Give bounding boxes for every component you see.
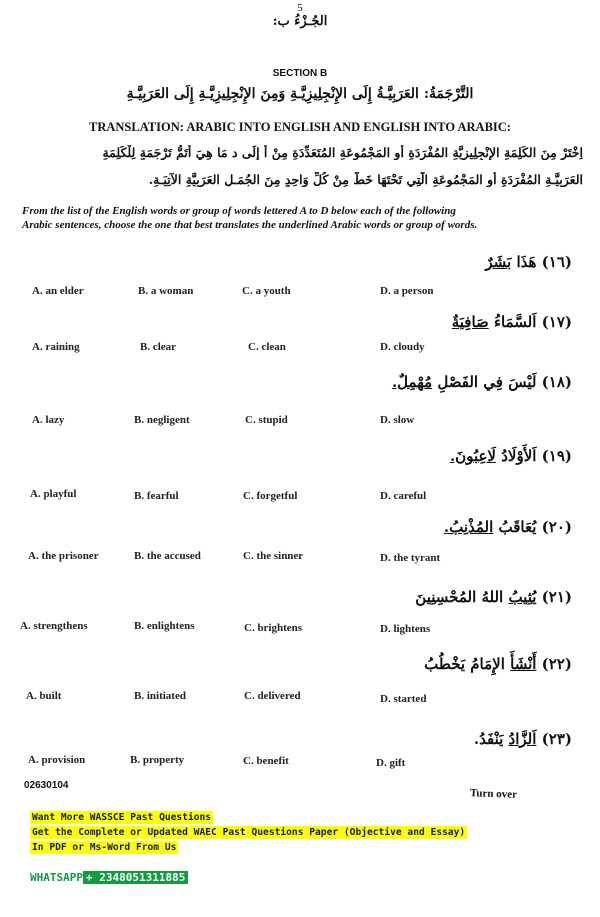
question-text: يَنْفَدُ. — [473, 730, 504, 748]
option-d: D. lightens — [380, 623, 431, 635]
option-b: B. fearful — [134, 490, 179, 502]
option-a: A. built — [26, 690, 62, 702]
option-d: D. the tyrant — [380, 552, 441, 564]
question-number: (١٧) — [541, 313, 572, 331]
option-c: C. a youth — [242, 285, 291, 297]
option-c: C. delivered — [244, 690, 301, 702]
option-c: C. stupid — [245, 414, 288, 426]
underlined-word: صَافِيَةٌ — [451, 313, 489, 331]
whatsapp-number[interactable]: + 2348051311885 — [83, 871, 188, 884]
option-b: B. enlightens — [134, 620, 195, 632]
arabic-instruction-line-1: اِخْتَرْ مِنَ الكَلِمَةِ الإِنْجِلِيزِيَّةِ المُفْرَدَةِ أَوِ المَجْمُوعَةِ المُتَعَدِّدَةِ مِنْ أ إِلَى د مَا هِيَ أَتَمُّ تَرْجَمَةٍ لِلْكَلِمَةِ — [102, 145, 583, 160]
question-21-arabic — [415, 588, 572, 606]
option-d: D. started — [380, 693, 427, 705]
promo-line-2: Get the Complete or Updated WAEC Past Questions Paper (Objective and Essay) — [32, 827, 466, 838]
question-19-arabic — [450, 447, 572, 465]
paper-code: 02630104 — [24, 780, 69, 791]
question-text: هَذَا — [516, 253, 537, 271]
question-20-arabic — [444, 518, 572, 536]
question-number: (١٨) — [541, 373, 572, 391]
turn-over: Turn over — [469, 787, 518, 801]
whatsapp-contact[interactable] — [30, 868, 188, 886]
option-c: C. benefit — [243, 755, 289, 767]
question-17-arabic — [452, 313, 572, 331]
option-d: D. a person — [380, 285, 434, 297]
question-text: اللهُ المُحْسِنِينَ — [415, 588, 504, 606]
question-18-arabic — [392, 373, 572, 391]
question-text: يُعَاقَبُ — [498, 518, 537, 536]
arabic-instruction-line-2: العَرَبِيَّـةِ المُفْرَدَةِ أَوِ المَجْمُوعَةِ الَّتِي تَحْتَهَا خَطٌّ مِنْ كُلِّ وَاحِدٍ مِنَ الجُمَـلِ العَرَبِيَّةِ الآتِيَـةِ. — [148, 172, 583, 187]
option-a: A. an elder — [32, 285, 84, 297]
question-text: اَلأَوْلَادُ — [501, 447, 537, 465]
underlined-word: يُثِيبُ — [508, 588, 537, 606]
option-b: B. a woman — [138, 285, 194, 297]
underlined-word: المُذْنِبُ. — [443, 518, 494, 536]
whatsapp-label: WHATSAPP — [30, 871, 83, 884]
option-a: A. the prisoner — [28, 550, 99, 562]
underlined-word: اَلزَّادُ — [508, 730, 537, 748]
option-d: D. cloudy — [380, 341, 425, 353]
option-c: C. clean — [248, 341, 286, 353]
underlined-word: بَشَرٌ — [485, 253, 512, 271]
option-a: A. raining — [32, 341, 80, 353]
question-number: (١٦) — [541, 253, 572, 271]
option-c: C. brightens — [244, 622, 303, 634]
option-c: C. the sinner — [243, 550, 304, 562]
option-b: B. the accused — [134, 550, 201, 562]
option-a: A. lazy — [32, 414, 65, 426]
option-a: A. provision — [28, 754, 86, 766]
option-b: B. negligent — [134, 414, 190, 426]
question-22-arabic — [424, 655, 572, 673]
promo-line-3: In PDF or Ms-Word From Us — [32, 842, 177, 853]
question-text: لَيْسَ فِي الفَصْلِ — [437, 373, 537, 391]
option-b: B. initiated — [134, 690, 186, 702]
option-d: D. gift — [376, 757, 406, 769]
english-instruction-line-2: Arabic sentences, choose the one that best translates the underlined Arabic words or group of words. — [22, 219, 478, 231]
page-number: 5 — [297, 2, 303, 14]
option-b: B. clear — [140, 341, 177, 353]
question-16-arabic — [485, 253, 572, 271]
arabic-heading: التَّرْجَمَةُ: العَرَبِيَّـةُ إِلَى الإِنْجِلِيزِيَّـةِ وَمِنَ الإِنْجِلِيزِيَّـةِ إِلَى العَرَبِيَّـةِ — [126, 86, 474, 102]
question-number: (٢٠) — [541, 518, 572, 536]
option-a: A. strengthens — [20, 620, 88, 632]
underlined-word: مُهْمِلٌ. — [391, 373, 433, 391]
question-number: (١٩) — [541, 447, 572, 465]
question-number: (٢١) — [541, 588, 572, 606]
option-d: D. careful — [380, 490, 427, 502]
underlined-word: أَنْشَأَ — [510, 655, 537, 673]
english-instruction-line-1: From the list of the English words or group of words lettered A to D below each of the following — [22, 205, 456, 217]
question-text: اَلسَّمَاءُ — [494, 313, 537, 331]
question-number: (٢٢) — [541, 655, 572, 673]
option-a: A. playful — [30, 488, 77, 500]
section-title: SECTION B — [272, 68, 328, 79]
option-c: C. forgetful — [243, 490, 298, 502]
promo-line-1: Want More WASSCE Past Questions — [32, 812, 212, 823]
question-23-arabic — [474, 730, 572, 748]
option-d: D. slow — [380, 414, 415, 426]
section-arabic: الجُـزْءُ ب: — [272, 14, 328, 29]
option-b: B. property — [130, 754, 185, 766]
underlined-word: لَاعِبُونَ. — [449, 447, 496, 465]
translation-heading: TRANSLATION: ARABIC INTO ENGLISH AND ENGLISH INTO ARABIC: — [89, 120, 511, 134]
question-text: الإِمَامُ يَخْطُبُ — [424, 655, 505, 673]
question-number: (٢٣) — [541, 730, 572, 748]
